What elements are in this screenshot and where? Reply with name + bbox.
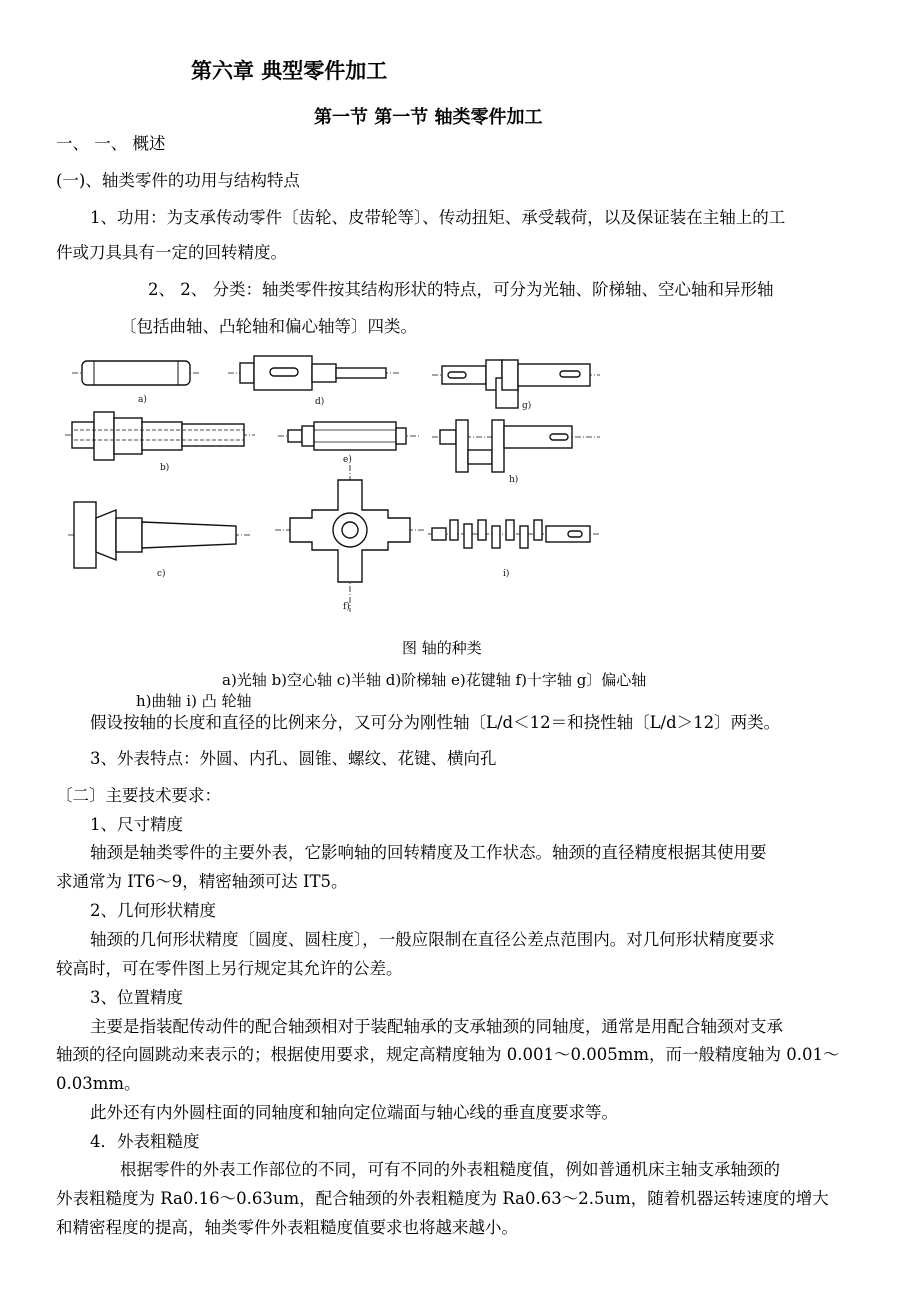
figure-legend-line2: h)曲轴 i) 凸 轮轴 bbox=[136, 692, 252, 710]
paragraph-position-line1: 主要是指装配传动件的配合轴颈相对于装配轴承的支承轴颈的同轴度，通常是用配合轴颈对支承 bbox=[90, 1017, 783, 1036]
shaft-g-eccentric bbox=[432, 360, 600, 408]
paragraph-function-line1: 1、功用：为支承传动零件〔齿轮、皮带轮等〕、传动扭矩、承受载荷，以及保证装在主轴上的工 bbox=[90, 208, 786, 227]
shaft-f-cross bbox=[275, 465, 425, 612]
paragraph-shape-line1: 轴颈的几何形状精度〔圆度、圆柱度〕，一般应限制在直径公差点范围内。对几何形状精度要求 bbox=[90, 930, 775, 949]
paragraph-classification-line1: 2、 2、 分类：轴类零件按其结构形状的特点，可分为光轴、阶梯轴、空心轴和异形轴 bbox=[148, 280, 774, 299]
paragraph-ratio: 假设按轴的长度和直径的比例来分，又可分为刚性轴〔L/d＜12＝和挠性轴〔L/d＞12〕两类。 bbox=[90, 713, 781, 732]
shaft-h-crankshaft bbox=[432, 420, 600, 472]
chapter-title: 第六章 典型零件加工 bbox=[191, 59, 388, 83]
section-title: 第一节 第一节 轴类零件加工 bbox=[314, 107, 543, 128]
figure-label: g) bbox=[522, 401, 532, 411]
paragraph-roughness-line3: 和精密程度的提高，轴类零件外表粗糙度值要求也将越来越小。 bbox=[56, 1218, 518, 1237]
paragraph-position-line3: 0.03mm。 bbox=[56, 1074, 141, 1093]
paragraph-other-requirements: 此外还有内外圆柱面的同轴度和轴向定位端面与轴心线的垂直度要求等。 bbox=[90, 1103, 618, 1122]
shaft-c-half bbox=[68, 502, 250, 568]
figure-label: a) bbox=[138, 395, 147, 405]
paragraph-roughness-line1: 根据零件的外表工作部位的不同，可有不同的外表粗糙度值，例如普通机床主轴支承轴颈的 bbox=[120, 1160, 780, 1179]
heading-overview: 一、 一、 概述 bbox=[56, 134, 166, 153]
figure-label: c) bbox=[157, 569, 166, 579]
paragraph-size-line2: 求通常为 IT6～9，精密轴颈可达 IT5。 bbox=[56, 872, 348, 891]
heading-dimensional-accuracy: 1、尺寸精度 bbox=[90, 815, 183, 834]
paragraph-position-line2: 轴颈的径向圆跳动来表示的；根据使用要求，规定高精度轴为 0.001～0.005mm，而一般精度轴为 0.01～ bbox=[56, 1045, 840, 1064]
heading-function-structure: (一)、轴类零件的功用与结构特点 bbox=[56, 171, 300, 190]
shaft-a-plain bbox=[72, 361, 200, 385]
shaft-drawings bbox=[60, 350, 620, 620]
paragraph-function-line2: 件或刀具具有一定的回转精度。 bbox=[56, 243, 287, 262]
shaft-types-figure bbox=[60, 350, 620, 620]
paragraph-surface-features: 3、外表特点：外圆、内孔、圆锥、螺纹、花键、横向孔 bbox=[90, 749, 497, 768]
shaft-d-stepped bbox=[228, 356, 400, 390]
paragraph-classification-line2: 〔包括曲轴、凸轮轴和偏心轴等〕四类。 bbox=[120, 317, 417, 336]
figure-label: f) bbox=[343, 602, 350, 612]
figure-caption: 图 轴的种类 bbox=[402, 639, 482, 657]
figure-label: e) bbox=[343, 455, 352, 465]
heading-geometric-accuracy: 2、几何形状精度 bbox=[90, 901, 216, 920]
paragraph-roughness-line2: 外表粗糙度为 Ra0.16～0.63um，配合轴颈的外表粗糙度为 Ra0.63～2.5um，随着机器运转速度的增大 bbox=[56, 1189, 829, 1208]
shaft-i-camshaft bbox=[428, 520, 600, 548]
shaft-e-splined bbox=[278, 422, 420, 450]
heading-position-accuracy: 3、位置精度 bbox=[90, 988, 183, 1007]
paragraph-size-line1: 轴颈是轴类零件的主要外表，它影响轴的回转精度及工作状态。轴颈的直径精度根据其使用要 bbox=[90, 843, 767, 862]
heading-tech-requirements: 〔二〕主要技术要求： bbox=[56, 786, 221, 805]
heading-surface-roughness: 4．外表粗糙度 bbox=[90, 1132, 200, 1151]
figure-label: h) bbox=[509, 475, 519, 485]
figure-legend-line1: a)光轴 b)空心轴 c)半轴 d)阶梯轴 e)花键轴 f)十字轴 g〕偏心轴 bbox=[222, 671, 647, 689]
figure-label: d) bbox=[315, 397, 325, 407]
paragraph-shape-line2: 较高时，可在零件图上另行规定其允许的公差。 bbox=[56, 959, 403, 978]
shaft-b-hollow bbox=[65, 412, 255, 473]
figure-label: i) bbox=[503, 569, 510, 579]
figure-label: b) bbox=[160, 463, 170, 473]
